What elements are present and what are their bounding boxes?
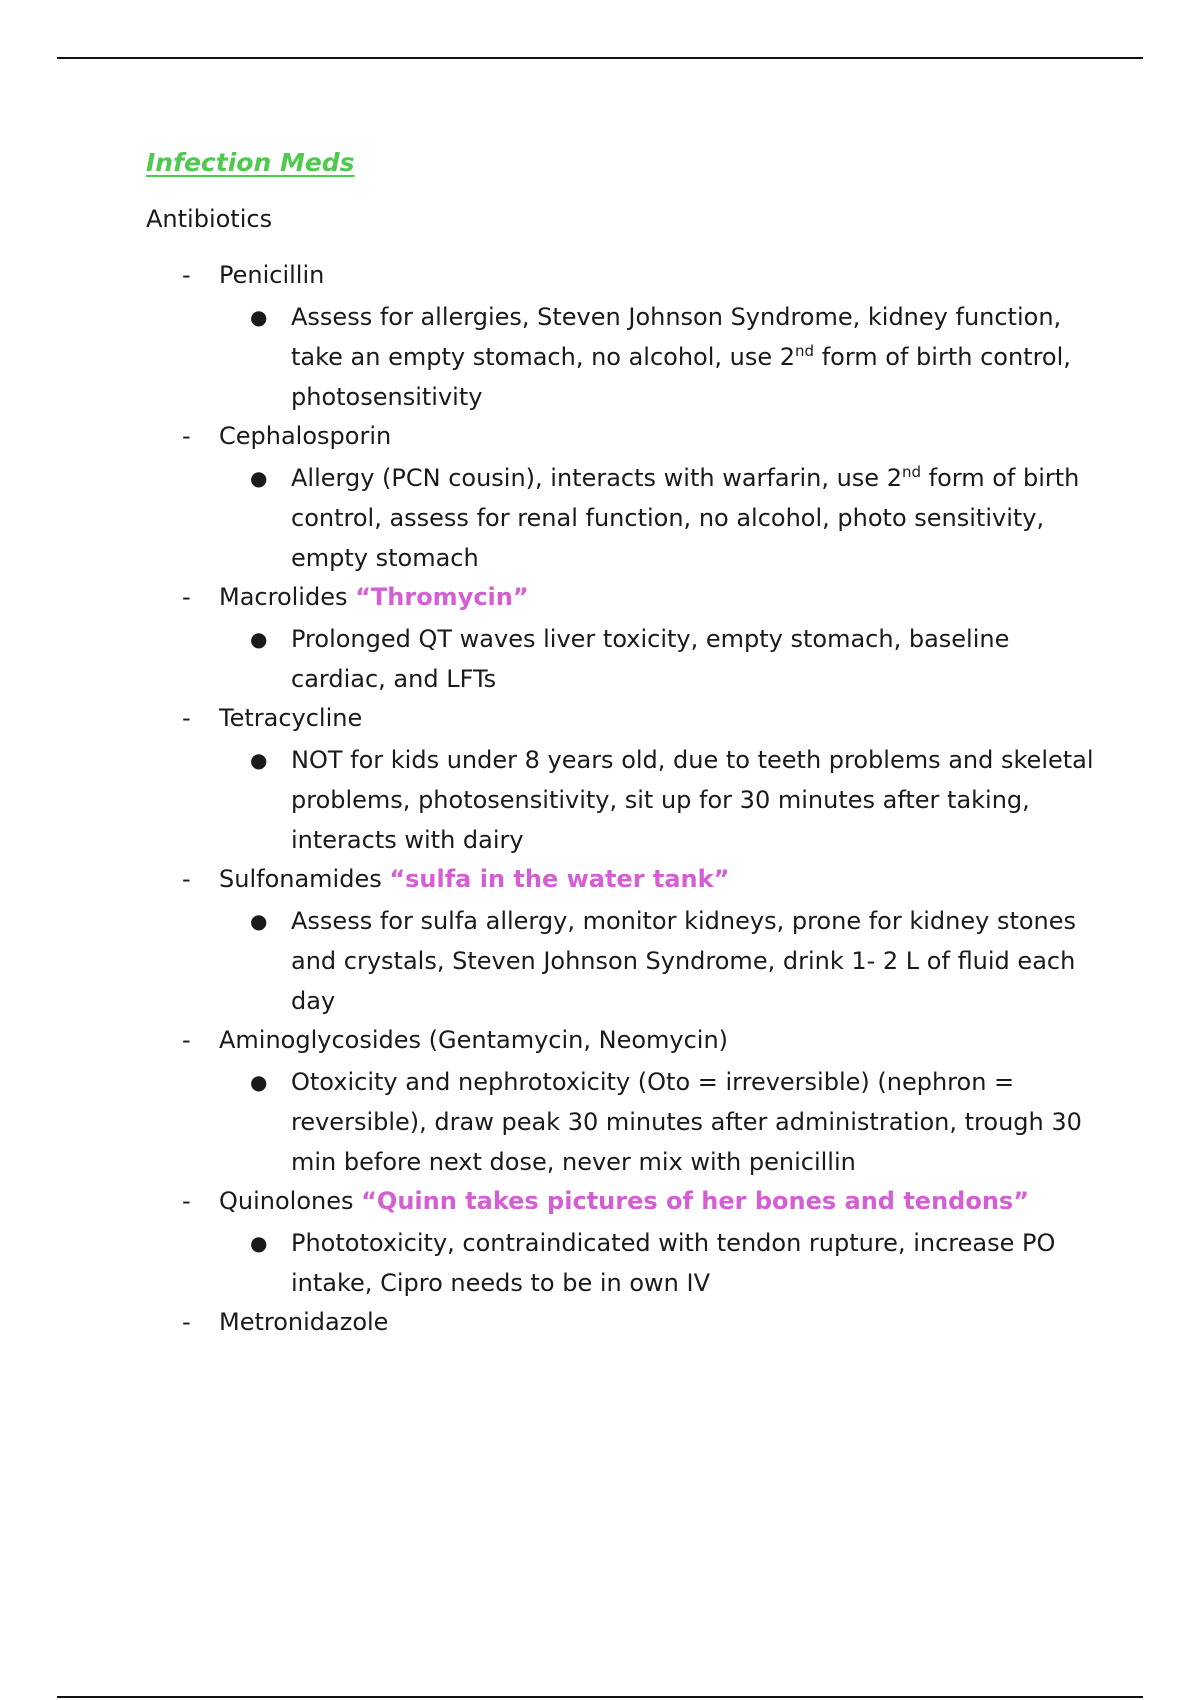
bullet-icon: ● <box>250 909 268 933</box>
list-item <box>146 1183 1106 1303</box>
drug-class-name: Quinolones <box>219 1187 354 1215</box>
page-title: Infection Meds <box>146 148 355 177</box>
bullet-icon: ● <box>250 305 268 329</box>
list-item <box>146 1304 1106 1344</box>
drug-class-name: Sulfonamides <box>219 865 382 893</box>
drug-class <box>146 700 1106 740</box>
list-item <box>146 257 1106 417</box>
note-text: Phototoxicity, contraindicated with tendon rupture, increase PO intake, Cipro needs to be in own IV <box>291 1229 1056 1297</box>
drug-note <box>146 1223 1106 1303</box>
bullet-icon: ● <box>250 466 268 490</box>
drug-list <box>146 257 1106 1344</box>
drug-note <box>146 1062 1106 1182</box>
drug-class-name: Aminoglycosides (Gentamycin, Neomycin) <box>219 1026 729 1054</box>
drug-note <box>146 297 1106 417</box>
drug-class <box>146 579 1106 619</box>
note-text: form of birth control, assess for renal function, no alcohol, photo sensitivity, empty stomach <box>291 464 1080 572</box>
drug-class <box>146 418 1106 458</box>
drug-note <box>146 619 1106 699</box>
mnemonic-text: “sulfa in the water tank” <box>389 865 730 893</box>
note-text: Allergy (PCN cousin), interacts with warfarin, use 2 <box>291 464 902 492</box>
dash-marker: - <box>182 261 191 289</box>
note-text: Assess for allergies, Steven Johnson Syndrome, kidney function, take an empty stomach, no alcohol, use 2 <box>291 303 1062 371</box>
drug-note <box>146 458 1106 578</box>
drug-class <box>146 1304 1106 1344</box>
drug-note <box>146 740 1106 860</box>
top-rule <box>57 57 1143 59</box>
document-body <box>146 145 1106 1344</box>
dash-marker: - <box>182 1187 191 1215</box>
dash-marker: - <box>182 422 191 450</box>
list-item <box>146 1022 1106 1182</box>
dash-marker: - <box>182 704 191 732</box>
list-item <box>146 861 1106 1021</box>
drug-class-name: Metronidazole <box>219 1308 389 1336</box>
ordinal-suffix: nd <box>901 463 921 481</box>
bullet-icon: ● <box>250 748 268 772</box>
dash-marker: - <box>182 583 191 611</box>
drug-class <box>146 1183 1106 1223</box>
drug-class-name: Cephalosporin <box>219 422 392 450</box>
drug-class-name: Tetracycline <box>219 704 363 732</box>
dash-marker: - <box>182 1308 191 1336</box>
list-item <box>146 418 1106 578</box>
section-label: Antibiotics <box>146 205 273 233</box>
list-item <box>146 579 1106 699</box>
drug-class-name: Macrolides <box>219 583 348 611</box>
drug-class <box>146 1022 1106 1062</box>
list-item <box>146 700 1106 860</box>
dash-marker: - <box>182 865 191 893</box>
note-text: form of birth control, photosensitivity <box>291 343 1071 411</box>
note-text: Otoxicity and nephrotoxicity (Oto = irreversible) (nephron = reversible), draw peak 30 minutes after administration, trough 30 min before next dose, never mix with penicillin <box>291 1068 1082 1176</box>
drug-class-name: Penicillin <box>219 261 325 289</box>
bullet-icon: ● <box>250 1070 268 1094</box>
bullet-icon: ● <box>250 1231 268 1255</box>
bottom-rule <box>57 1696 1143 1698</box>
note-text: Prolonged QT waves liver toxicity, empty stomach, baseline cardiac, and LFTs <box>291 625 1010 693</box>
drug-class <box>146 257 1106 297</box>
note-text: NOT for kids under 8 years old, due to teeth problems and skeletal problems, photosensitivity, sit up for 30 minutes after taking, interacts with dairy <box>291 746 1094 854</box>
mnemonic-text: “Thromycin” <box>355 583 529 611</box>
ordinal-suffix: nd <box>795 342 815 360</box>
mnemonic-text: “Quinn takes pictures of her bones and tendons” <box>361 1187 1029 1215</box>
drug-class <box>146 861 1106 901</box>
bullet-icon: ● <box>250 627 268 651</box>
dash-marker: - <box>182 1026 191 1054</box>
drug-note <box>146 901 1106 1021</box>
note-text: Assess for sulfa allergy, monitor kidneys, prone for kidney stones and crystals, Steven Johnson Syndrome, drink 1- 2 L of fluid each day <box>291 907 1077 1015</box>
